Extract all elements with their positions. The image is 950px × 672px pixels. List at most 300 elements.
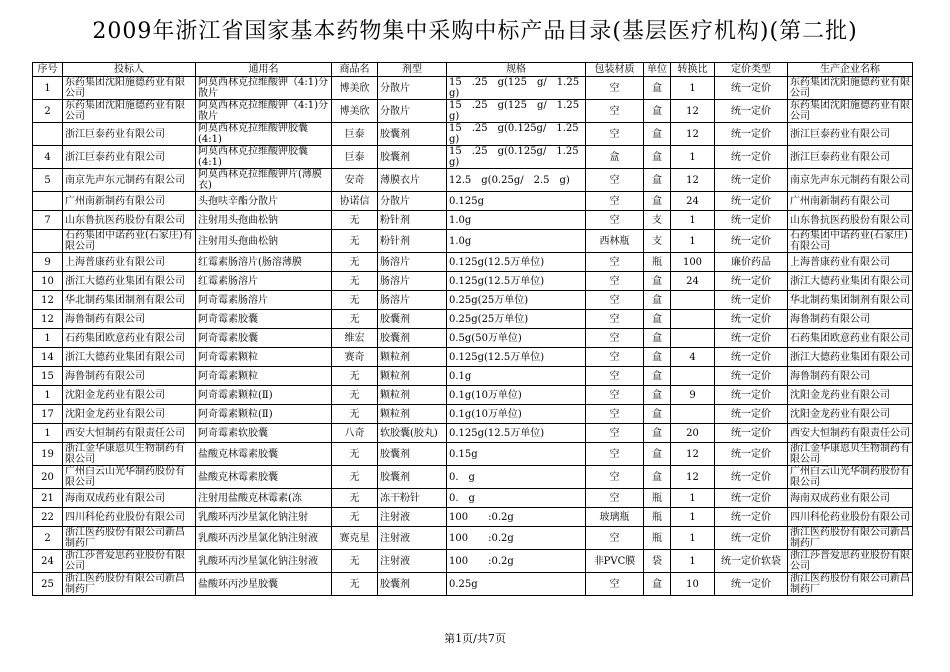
table-cell: 盒 (644, 100, 671, 123)
table-cell: 软胶囊(胶丸) (378, 424, 447, 443)
table-cell: 19 (33, 443, 63, 466)
table-cell: 广州南新制药有限公司 (63, 192, 196, 211)
table-cell: 盒 (644, 192, 671, 211)
product-table (32, 62, 913, 596)
table-cell: 1 (33, 77, 63, 100)
table-cell: 博美欣 (332, 100, 378, 123)
table-cell: 海鲁制药有限公司 (63, 367, 196, 386)
table-cell: 注射液 (378, 527, 447, 550)
table-cell: 胶囊剂 (378, 443, 447, 466)
table-cell: 阿莫西林克拉维酸钾（4:1)分散片 (196, 100, 332, 123)
table-cell: 盒 (644, 386, 671, 405)
table-cell: 0.15g (447, 443, 586, 466)
table-cell: 海鲁制药有限公司 (63, 310, 196, 329)
table-cell: 南京先声东元制药有限公司 (788, 169, 913, 192)
table-cell: 21 (33, 489, 63, 508)
table-cell: 分散片 (378, 77, 447, 100)
table-cell: 1 (671, 230, 715, 253)
table-cell: 12 (33, 310, 63, 329)
table-cell: 空 (586, 443, 644, 466)
table-cell: 统一定价 (715, 508, 788, 527)
table-cell: 100 :0.2g (447, 527, 586, 550)
table-cell: 空 (586, 424, 644, 443)
table-cell: 阿奇霉素胶囊 (196, 310, 332, 329)
table-cell: 空 (586, 367, 644, 386)
table-cell: 空 (586, 405, 644, 424)
table-cell: 0.5g(50万单位) (447, 329, 586, 348)
table-cell: 无 (332, 489, 378, 508)
table-row (33, 211, 913, 230)
table-cell: 阿莫西林克拉维酸钾胶囊(4:1) (196, 146, 332, 169)
table-cell: 粉针剂 (378, 211, 447, 230)
column-header: 定价类型 (715, 63, 788, 77)
table-cell: 注射液 (378, 508, 447, 527)
table-cell: 盒 (644, 310, 671, 329)
table-cell (33, 230, 63, 253)
table-cell: 24 (33, 550, 63, 573)
table-cell: 空 (586, 100, 644, 123)
table-cell: 瓶 (644, 489, 671, 508)
table-cell: 统一定价 (715, 169, 788, 192)
table-cell: 海鲁制药有限公司 (788, 367, 913, 386)
page-title: 2009年浙江省国家基本药物集中采购中标产品目录(基层医疗机构)(第二批) (92, 19, 858, 44)
table-cell: 100 :0.2g (447, 550, 586, 573)
column-header: 包装材质 (586, 63, 644, 77)
table-cell: 12 (671, 123, 715, 146)
table-cell: 海鲁制药有限公司 (788, 310, 913, 329)
column-header: 投标人 (63, 63, 196, 77)
table-cell: 24 (671, 192, 715, 211)
table-cell: 统一定价 (715, 100, 788, 123)
table-cell: 统一定价 (715, 466, 788, 489)
table-cell: 10 (671, 573, 715, 596)
table-cell: 赛克星 (332, 527, 378, 550)
column-header: 通用名 (196, 63, 332, 77)
table-row (33, 230, 913, 253)
table-cell: 盒 (644, 77, 671, 100)
table-cell: 统一定价 (715, 573, 788, 596)
table-cell: 分散片 (378, 100, 447, 123)
table-cell: 12 (671, 169, 715, 192)
table-row (33, 508, 913, 527)
table-cell: 无 (332, 443, 378, 466)
table-cell: 0.25g(25万单位) (447, 291, 586, 310)
table-cell: 浙江医药股份有限公司新昌制药厂 (788, 573, 913, 596)
table-header (33, 63, 913, 77)
table-cell: 无 (332, 211, 378, 230)
table-cell: 统一定价 (715, 146, 788, 169)
table-cell (33, 192, 63, 211)
table-cell: 15 .25 g(0.125g/ 1.25 g) (447, 146, 586, 169)
table-cell: 广州南新制药有限公司 (788, 192, 913, 211)
table-cell: 空 (586, 466, 644, 489)
table-cell: 阿奇霉素肠溶片 (196, 291, 332, 310)
table-cell: 玻璃瓶 (586, 508, 644, 527)
table-row (33, 386, 913, 405)
table-row (33, 466, 913, 489)
column-header: 商品名 (332, 63, 378, 77)
table-cell: 2 (33, 527, 63, 550)
table-cell: 瓶 (644, 527, 671, 550)
table-cell: 颗粒剂 (378, 348, 447, 367)
table-cell: 盒 (644, 169, 671, 192)
table-cell: 博美欣 (332, 77, 378, 100)
table-cell: 无 (332, 253, 378, 272)
table-cell: 盐酸克林霉素胶囊 (196, 443, 332, 466)
table-row (33, 443, 913, 466)
table-cell: 无 (332, 230, 378, 253)
table-cell: 华北制药集团制剂有限公司 (63, 291, 196, 310)
table-cell: 阿奇霉素胶囊 (196, 329, 332, 348)
table-cell: 阿莫西林克拉维酸钾（4:1)分散片 (196, 77, 332, 100)
table-cell: 盒 (644, 291, 671, 310)
table-cell: 支 (644, 230, 671, 253)
table-cell: 浙江巨泰药业有限公司 (63, 123, 196, 146)
table-cell: 注射用头孢曲松钠 (196, 211, 332, 230)
table-cell: 0.125g(12.5万单位) (447, 348, 586, 367)
table-cell: 廉价药品 (715, 253, 788, 272)
table-cell: 乳酸环丙沙星氯化钠注射 (196, 508, 332, 527)
table-cell: 1 (671, 527, 715, 550)
table-row (33, 424, 913, 443)
table-cell: 盒 (644, 424, 671, 443)
table-cell: 海南双成药业有限公司 (63, 489, 196, 508)
table-cell: 2 (33, 100, 63, 123)
table-cell: 瓶 (644, 253, 671, 272)
table-cell: 1 (33, 424, 63, 443)
table-cell: 盒 (644, 367, 671, 386)
table-cell: 统一定价 (715, 527, 788, 550)
table-cell: 统一定价 (715, 329, 788, 348)
table-cell: 0.125g(12.5万单位) (447, 424, 586, 443)
table-cell: 无 (332, 386, 378, 405)
table-cell: 浙江金华康恩贝生物制药有限公司 (63, 443, 196, 466)
table-cell: 统一定价 (715, 192, 788, 211)
table-cell: 粉针剂 (378, 230, 447, 253)
table-cell (33, 123, 63, 146)
table-cell: 东药集团沈阳施德药业有限公司 (63, 77, 196, 100)
table-cell: 西安大恒制药有限责任公司 (63, 424, 196, 443)
table-cell (671, 310, 715, 329)
table-cell: 盐酸克林霉素胶囊 (196, 466, 332, 489)
table-cell: 无 (332, 508, 378, 527)
table-cell: 15 .25 g(125 g/ 1.25 g) (447, 100, 586, 123)
column-header: 转换比 (671, 63, 715, 77)
table-cell: 西安大恒制药有限责任公司 (788, 424, 913, 443)
table-cell: 四川科伦药业股份有限公司 (788, 508, 913, 527)
table-cell: 浙江医药股份有限公司新昌制药厂 (63, 573, 196, 596)
table-cell (671, 405, 715, 424)
table-cell: 浙江巨泰药业有限公司 (788, 123, 913, 146)
table-cell: 巨泰 (332, 146, 378, 169)
table-cell: 1 (671, 146, 715, 169)
table-cell: 浙江大德药业集团有限公司 (63, 348, 196, 367)
table-cell: 胶囊剂 (378, 466, 447, 489)
table-cell: 1 (33, 386, 63, 405)
table-cell: 统一定价 (715, 386, 788, 405)
table-cell: 阿奇霉素颗粒 (196, 367, 332, 386)
table-cell: 空 (586, 211, 644, 230)
table-cell: 山东鲁抗医药股份有限公司 (63, 211, 196, 230)
table-cell: 25 (33, 573, 63, 596)
table-cell: 无 (332, 573, 378, 596)
table-cell: 阿莫西林克拉维酸钾片(薄膜衣) (196, 169, 332, 192)
table-row (33, 123, 913, 146)
table-cell: 胶囊剂 (378, 123, 447, 146)
table-cell: 统一定价 (715, 77, 788, 100)
table-cell: 石药集团中诺药业(石家庄)有限公司 (788, 230, 913, 253)
table-cell: 支 (644, 211, 671, 230)
table-cell: 盐酸环丙沙星胶囊 (196, 573, 332, 596)
table-cell (671, 291, 715, 310)
table-cell: 四川科伦药业股份有限公司 (63, 508, 196, 527)
table-cell: 空 (586, 310, 644, 329)
table-cell: 1 (671, 550, 715, 573)
table-cell: 0.1g(10万单位) (447, 405, 586, 424)
table-cell: 浙江莎普爱思药业股份有限公司 (63, 550, 196, 573)
table-cell: 阿奇霉素颗粒(Ⅱ) (196, 386, 332, 405)
table-cell: 浙江莎普爱思药业股份有限公司 (788, 550, 913, 573)
table-cell: 空 (586, 386, 644, 405)
table-cell: 盒 (644, 443, 671, 466)
table-cell: 注射用盐酸克林霉素(冻 (196, 489, 332, 508)
table-cell: 阿奇霉素颗粒 (196, 348, 332, 367)
table-cell: 冻干粉针 (378, 489, 447, 508)
table-cell: 浙江金华康恩贝生物制药有限公司 (788, 443, 913, 466)
table-cell: 安奇 (332, 169, 378, 192)
column-header: 规格 (447, 63, 586, 77)
table-cell: 南京先声东元制药有限公司 (63, 169, 196, 192)
table-cell: 山东鲁抗医药股份有限公司 (788, 211, 913, 230)
table-cell: 非PVC膜 (586, 550, 644, 573)
table-cell: 石药集团欧意药业有限公司 (788, 329, 913, 348)
table-cell: 阿奇霉素颗粒(Ⅱ) (196, 405, 332, 424)
table-cell: 统一定价 (715, 291, 788, 310)
table-row (33, 291, 913, 310)
table-cell: 沈阳金龙药业有限公司 (788, 405, 913, 424)
table-cell: 空 (586, 253, 644, 272)
table-cell: 胶囊剂 (378, 329, 447, 348)
table-cell: 肠溶片 (378, 253, 447, 272)
table-cell: 0.25g (447, 573, 586, 596)
table-cell: 12 (671, 443, 715, 466)
table-cell: 注射用头孢曲松钠 (196, 230, 332, 253)
table-cell: 盒 (586, 146, 644, 169)
table-cell: 乳酸环丙沙星氯化钠注射液 (196, 550, 332, 573)
table-cell: 统一定价 (715, 405, 788, 424)
table-cell: 盒 (644, 405, 671, 424)
table-cell: 100 (671, 253, 715, 272)
table-cell: 巨泰 (332, 123, 378, 146)
table-cell: 上海普康药业有限公司 (63, 253, 196, 272)
table-cell: 浙江医药股份有限公司新昌制药厂 (63, 527, 196, 550)
table-cell: 颗粒剂 (378, 405, 447, 424)
table-cell: 颗粒剂 (378, 386, 447, 405)
table-cell: 空 (586, 123, 644, 146)
table-cell: 12.5 g(0.25g/ 2.5 g) (447, 169, 586, 192)
table-cell: 0.125g(12.5万单位) (447, 253, 586, 272)
table-cell: 维宏 (332, 329, 378, 348)
table-cell: 统一定价 (715, 424, 788, 443)
table-cell: 12 (671, 100, 715, 123)
table-cell: 20 (671, 424, 715, 443)
table-cell: 无 (332, 310, 378, 329)
table-cell: 华北制药集团制剂有限公司 (788, 291, 913, 310)
table-cell: 0.1g(10万单位) (447, 386, 586, 405)
table-cell: 海南双成药业有限公司 (788, 489, 913, 508)
table-cell: 4 (33, 146, 63, 169)
table-cell: 盒 (644, 272, 671, 291)
table-cell: 0. g (447, 466, 586, 489)
table-cell: 空 (586, 489, 644, 508)
table-cell: 无 (332, 291, 378, 310)
table-cell (671, 329, 715, 348)
table-cell: 统一定价 (715, 310, 788, 329)
column-header: 生产企业名称 (788, 63, 913, 77)
page-footer: 第1页/共7页 (444, 632, 506, 645)
table-row (33, 489, 913, 508)
table-cell: 东药集团沈阳施德药业有限公司 (788, 100, 913, 123)
table-cell: 沈阳金龙药业有限公司 (63, 405, 196, 424)
table-cell: 颗粒剂 (378, 367, 447, 386)
table-cell: 石药集团中诺药业(石家庄)有限公司 (63, 230, 196, 253)
table-cell: 17 (33, 405, 63, 424)
table-cell: 瓶 (644, 508, 671, 527)
table-cell: 空 (586, 527, 644, 550)
table-cell: 胶囊剂 (378, 146, 447, 169)
table-cell: 胶囊剂 (378, 573, 447, 596)
table-cell: 肠溶片 (378, 291, 447, 310)
table-cell: 阿奇霉素软胶囊 (196, 424, 332, 443)
table-cell: 统一定价 (715, 272, 788, 291)
table-cell: 盒 (644, 348, 671, 367)
table-cell: 0.25g(25万单位) (447, 310, 586, 329)
table-cell: 1 (33, 329, 63, 348)
table-cell: 0.125g (447, 192, 586, 211)
table-row (33, 573, 913, 596)
table-cell: 1.0g (447, 211, 586, 230)
table-cell: 20 (33, 466, 63, 489)
table-cell: 24 (671, 272, 715, 291)
table-cell (671, 367, 715, 386)
table-cell: 盒 (644, 573, 671, 596)
table-cell: 乳酸环丙沙星氯化钠注射液 (196, 527, 332, 550)
table-cell: 八奇 (332, 424, 378, 443)
table-cell: 东药集团沈阳施德药业有限公司 (788, 77, 913, 100)
table-cell: 无 (332, 466, 378, 489)
column-header: 剂型 (378, 63, 447, 77)
table-cell: 22 (33, 508, 63, 527)
table-cell: 12 (33, 291, 63, 310)
table-row (33, 100, 913, 123)
table-cell: 盒 (644, 466, 671, 489)
table-cell: 空 (586, 169, 644, 192)
table-cell: 广州白云山光华制药股份有限公司 (788, 466, 913, 489)
table-cell: 统一定价 (715, 489, 788, 508)
table-cell: 1 (671, 77, 715, 100)
table-cell: 9 (671, 386, 715, 405)
table-cell: 空 (586, 291, 644, 310)
table-cell: 统一定价 (715, 367, 788, 386)
table-cell: 注射液 (378, 550, 447, 573)
table-cell: 浙江巨泰药业有限公司 (788, 146, 913, 169)
table-row (33, 405, 913, 424)
table-row (33, 77, 913, 100)
table-cell: 浙江大德药业集团有限公司 (63, 272, 196, 291)
table-cell: 西林瓶 (586, 230, 644, 253)
column-header: 序号 (33, 63, 63, 77)
table-cell: 1.0g (447, 230, 586, 253)
table-cell: 15 .25 g(0.125g/ 1.25 g) (447, 123, 586, 146)
table-cell: 空 (586, 329, 644, 348)
column-header: 单位 (644, 63, 671, 77)
table-cell: 5 (33, 169, 63, 192)
table-row (33, 192, 913, 211)
table-cell: 空 (586, 272, 644, 291)
table-cell: 无 (332, 405, 378, 424)
table-cell: 空 (586, 192, 644, 211)
table-cell: 沈阳金龙药业有限公司 (788, 386, 913, 405)
table-cell: 盒 (644, 146, 671, 169)
table-cell: 阿莫西林克拉维酸钾胶囊(4:1) (196, 123, 332, 146)
table-cell: 统一定价 (715, 123, 788, 146)
table-cell: 0.125g(12.5万单位) (447, 272, 586, 291)
table-cell: 无 (332, 272, 378, 291)
table-row (33, 367, 913, 386)
table-cell: 石药集团欧意药业有限公司 (63, 329, 196, 348)
table-cell: 统一定价 (715, 211, 788, 230)
table-cell: 9 (33, 253, 63, 272)
table-cell: 红霉素肠溶片(肠溶薄膜 (196, 253, 332, 272)
table-cell: 4 (671, 348, 715, 367)
table-cell: 统一定价 (715, 230, 788, 253)
table-cell: 上海普康药业有限公司 (788, 253, 913, 272)
table-cell: 浙江大德药业集团有限公司 (788, 348, 913, 367)
table-cell: 空 (586, 348, 644, 367)
table-cell: 100 :0.2g (447, 508, 586, 527)
table-cell: 10 (33, 272, 63, 291)
table-cell: 浙江巨泰药业有限公司 (63, 146, 196, 169)
table-cell: 7 (33, 211, 63, 230)
table-row (33, 348, 913, 367)
table-cell: 14 (33, 348, 63, 367)
table-row (33, 146, 913, 169)
table-row (33, 550, 913, 573)
table-cell: 浙江医药股份有限公司新昌制药厂 (788, 527, 913, 550)
table-cell: 1 (671, 211, 715, 230)
table-cell: 统一定价 (715, 348, 788, 367)
table-cell: 头孢呋辛酯分散片 (196, 192, 332, 211)
table-row (33, 310, 913, 329)
table-cell: 无 (332, 367, 378, 386)
table-cell: 1 (671, 489, 715, 508)
table-cell: 胶囊剂 (378, 310, 447, 329)
table-cell: 空 (586, 573, 644, 596)
table-cell: 空 (586, 77, 644, 100)
table-cell: 15 (33, 367, 63, 386)
table-cell: 协诺信 (332, 192, 378, 211)
table-cell: 分散片 (378, 192, 447, 211)
table-cell: 15 .25 g(125 g/ 1.25 g) (447, 77, 586, 100)
table-row (33, 329, 913, 348)
table-cell: 赛奇 (332, 348, 378, 367)
table-cell: 0. g (447, 489, 586, 508)
table-cell: 袋 (644, 550, 671, 573)
table-cell: 1 (671, 508, 715, 527)
table-cell: 沈阳金龙药业有限公司 (63, 386, 196, 405)
table-row (33, 169, 913, 192)
table-cell: 0.1g (447, 367, 586, 386)
